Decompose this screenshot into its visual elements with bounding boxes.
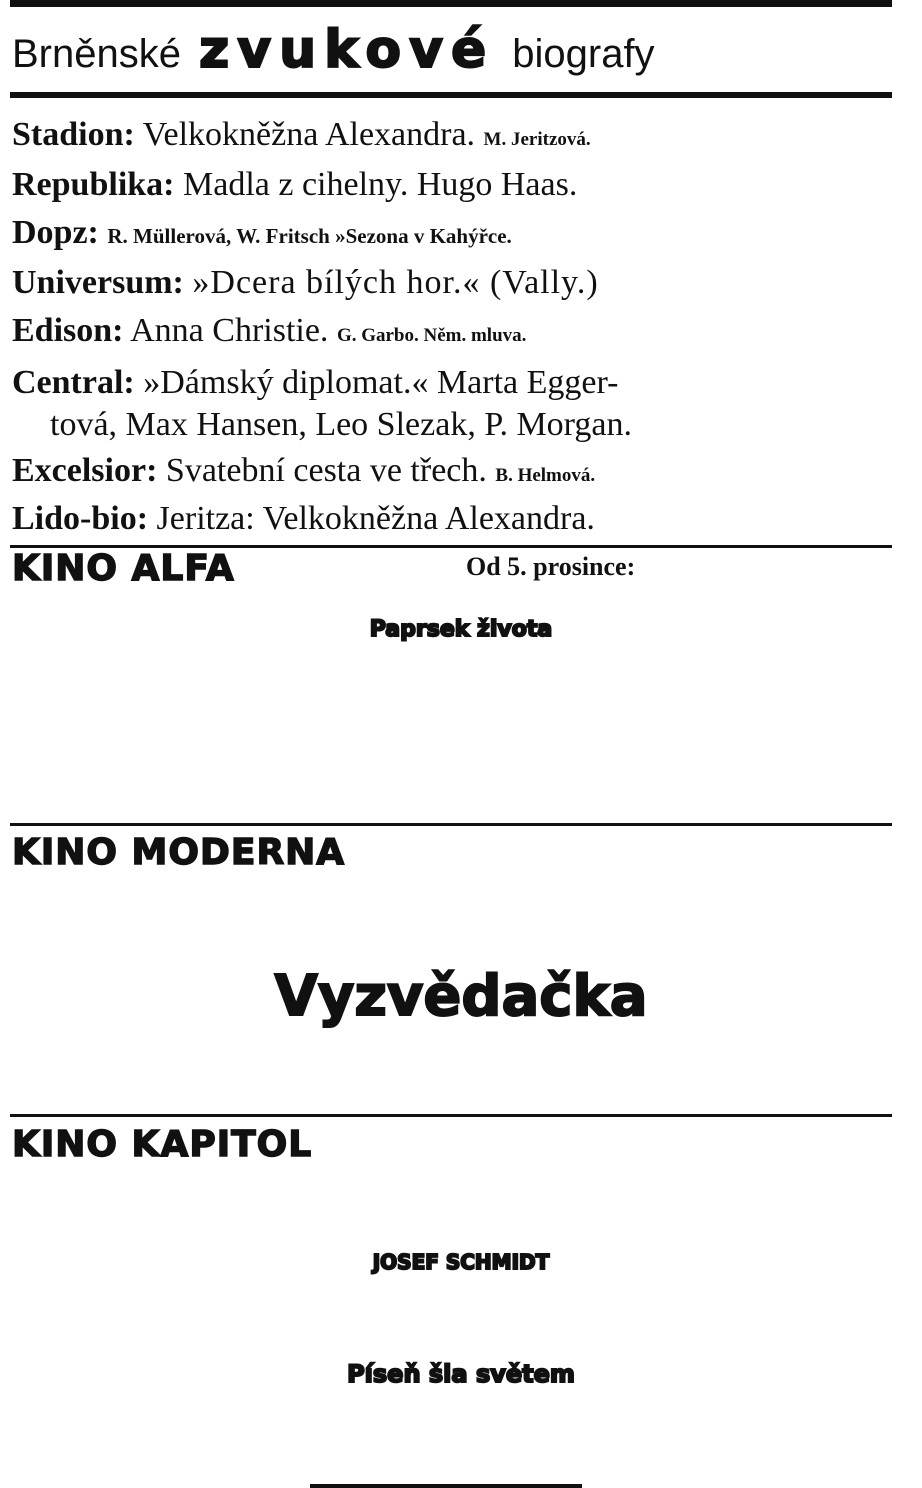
section-heading	[12, 18, 655, 82]
heading-word-zvukove: zvukové	[198, 20, 495, 80]
cinema-name: Lido-bio:	[12, 500, 149, 537]
listing-dopz	[12, 214, 512, 252]
cinema-name: Republika:	[12, 166, 175, 203]
listing-excelsior	[12, 452, 595, 490]
heading-word-brnenske: Brněnské	[12, 32, 181, 76]
divider-kapitol	[10, 1114, 892, 1117]
cast-note: M. Jeritzová.	[483, 129, 591, 150]
film-info: Madla z cihelny. Hugo Haas.	[183, 166, 578, 203]
kino-kapitol-heading: KINO KAPITOL	[12, 1124, 313, 1165]
film-info: Svatební cesta ve třech.	[165, 452, 487, 489]
cinema-name: Excelsior:	[12, 452, 158, 489]
listing-stadion	[12, 116, 591, 154]
cinema-name: Central:	[12, 364, 135, 401]
film-info: »Dámský diplomat.« Marta Egger-	[143, 364, 619, 401]
cinema-name: Dopz:	[12, 214, 99, 251]
cast-note: R. Müllerová, W. Fritsch »Sezona v Kahýřce.	[107, 224, 512, 248]
cast-note: G. Garbo. Něm. mluva.	[336, 325, 527, 346]
alfa-date: Od 5. prosince:	[466, 552, 636, 581]
cinema-name: Edison:	[12, 312, 124, 349]
alfa-film-title: Paprsek života	[369, 617, 553, 642]
header-rule	[10, 92, 892, 98]
cinema-name: Stadion:	[12, 116, 135, 153]
film-info: Anna Christie.	[130, 312, 329, 349]
kapitol-star-name: JOSEF SCHMIDT	[372, 1250, 550, 1274]
divider-moderna	[10, 823, 892, 826]
film-info: tová, Max Hansen, Leo Slezak, P. Morgan.	[50, 406, 632, 443]
listing-central-cont	[50, 406, 632, 444]
listing-central	[12, 364, 618, 402]
listing-universum	[12, 264, 599, 302]
moderna-film-title: Vyzvědačka	[274, 964, 648, 1029]
film-info: Velkokněžna Alexandra.	[142, 116, 476, 153]
listing-edison	[12, 312, 526, 350]
film-info: Jeritza: Velkokněžna Alexandra.	[156, 500, 595, 537]
kino-moderna-heading: KINO MODERNA	[12, 832, 346, 873]
listing-lido-bio	[12, 500, 595, 538]
kino-alfa-heading: KINO ALFA	[12, 548, 235, 589]
kapitol-film-title: Píseň šla světem	[347, 1360, 575, 1388]
top-rule	[10, 0, 892, 7]
listing-republika	[12, 166, 577, 204]
heading-word-biografy: biografy	[512, 32, 655, 76]
bottom-fragment	[310, 1484, 582, 1488]
cast-note: B. Helmová.	[495, 465, 596, 486]
film-info: »Dcera bílých hor.« (Vally.)	[192, 264, 599, 301]
cinema-name: Universum:	[12, 264, 184, 301]
